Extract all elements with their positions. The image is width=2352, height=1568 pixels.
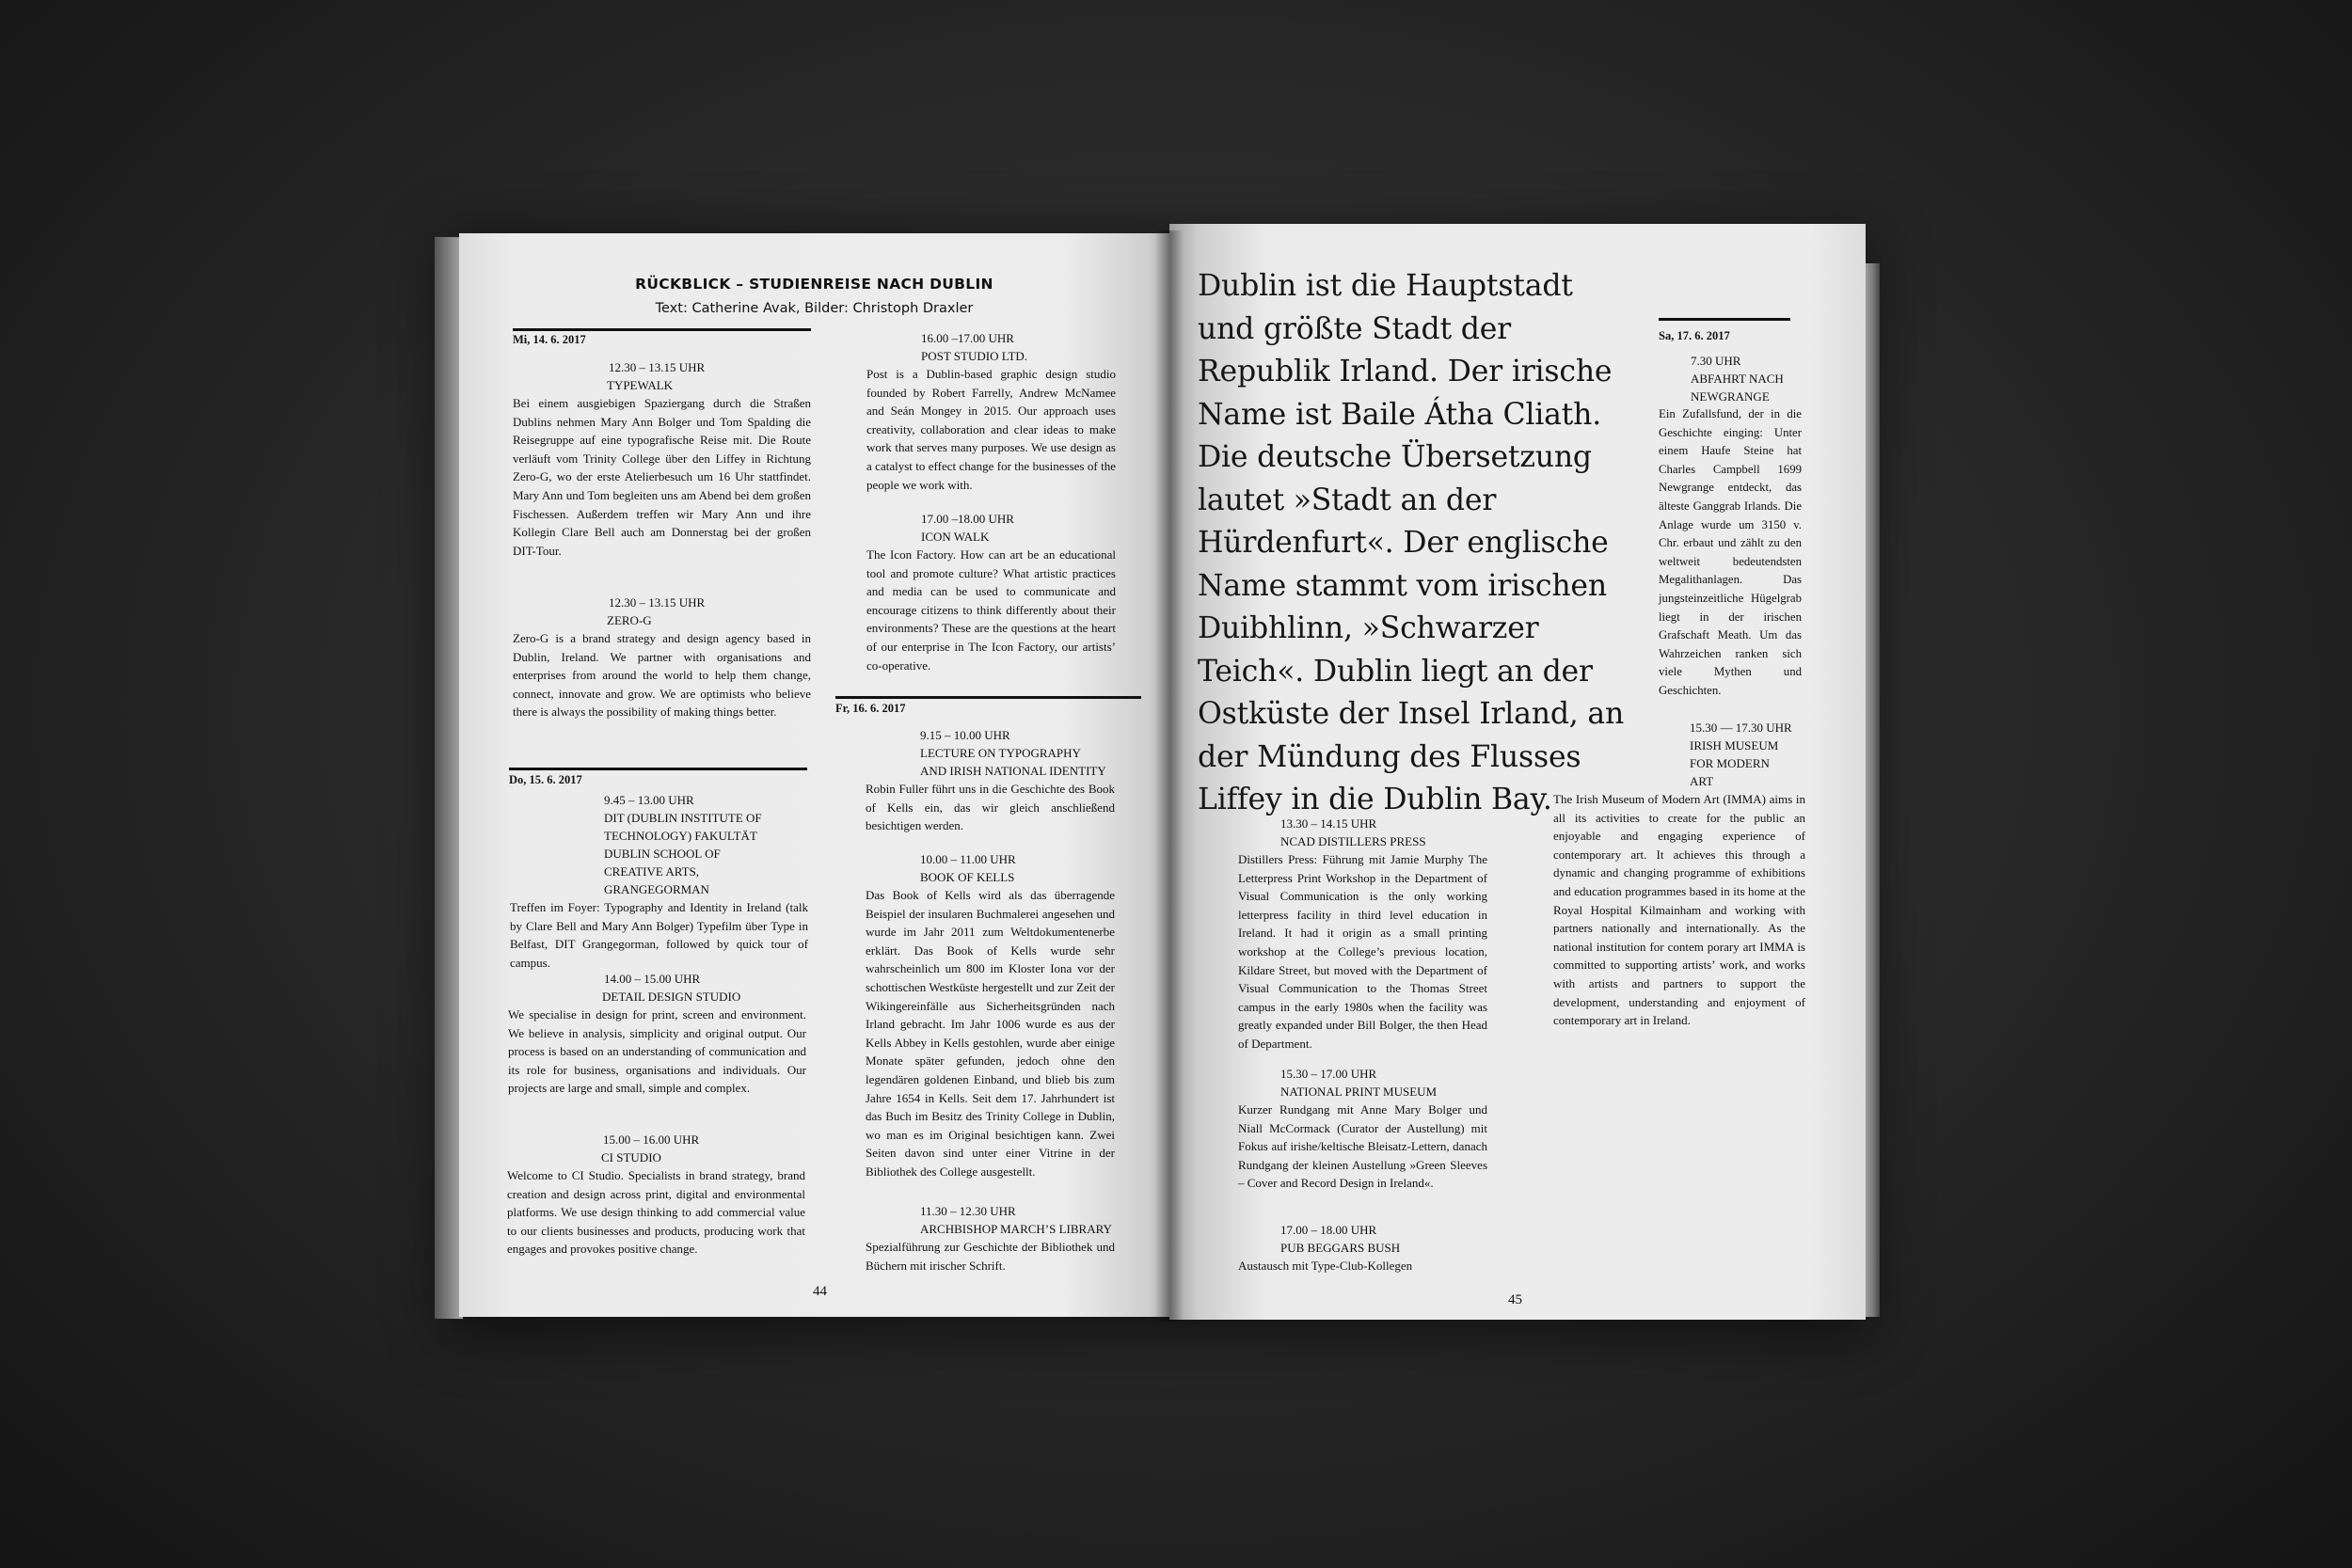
event-book-of-kells bbox=[866, 850, 1115, 1181]
event-body: The Icon Factory. How can art be an educational tool and promote culture? What artistic practices and media can be used to communicate and encourage citizens to think differently about their environments? These are the questions at the heart of our enterprise in The Icon Factory, our artists’ co-operative. bbox=[866, 547, 1116, 673]
event-title: DIT (DUBLIN INSTITUTE OF TECHNOLOGY) FAKULTÄT DUBLIN SCHOOL OF CREATIVE ARTS, GRANGEGORMAN bbox=[604, 811, 762, 896]
event-body: We specialise in design for print, screen and environment. We believe in analysis, simplicity and original output. Our process is based on an understanding of communication and its role for business, organisations and individuals. Our projects are large and small, simple and complex. bbox=[508, 1007, 806, 1096]
event-time: 9.15 – 10.00 UHR bbox=[920, 728, 1010, 742]
event-title: NCAD DISTILLERS PRESS bbox=[1280, 834, 1426, 848]
event-time: 13.30 – 14.15 UHR bbox=[1280, 816, 1377, 831]
event-title: POST STUDIO LTD. bbox=[921, 349, 1028, 363]
right-page bbox=[1169, 224, 1866, 1320]
event-post-studio bbox=[866, 329, 1116, 494]
event-title: DETAIL DESIGN STUDIO bbox=[602, 990, 741, 1004]
event-title: ZERO-G bbox=[607, 613, 652, 627]
event-time: 12.30 – 13.15 UHR bbox=[609, 360, 706, 374]
page-number: 44 bbox=[813, 1284, 827, 1299]
event-title: ICON WALK bbox=[921, 530, 990, 544]
event-ncad bbox=[1238, 815, 1487, 1053]
event-time: 14.00 – 15.00 UHR bbox=[604, 972, 701, 986]
date-rule bbox=[1659, 318, 1790, 321]
event-time: 11.30 – 12.30 UHR bbox=[920, 1204, 1016, 1218]
event-zero-g bbox=[513, 594, 811, 721]
event-newgrange bbox=[1659, 352, 1802, 701]
event-body: The Irish Museum of Modern Art (IMMA) aims in all its activities to create for the public an enjoyable and engaging experience of contemporary art. It achieves this through a dynamic and changing programme of exhibitions and education programmes based in its home at the Royal Hospital Kilmainham and working with partners nationally and internationally. As the national institution for contem porary art IMMA is committed to supporting artists’ work, and works with artists and partners to support the development, understanding and enjoyment of contemporary art in Ireland. bbox=[1553, 792, 1805, 1028]
event-time: 15.30 – 17.00 UHR bbox=[1280, 1067, 1377, 1081]
event-title: PUB BEGGARS BUSH bbox=[1280, 1241, 1401, 1255]
event-body: Robin Fuller führt uns in die Geschichte des Book of Kells ein, das wir gleich anschließend besichtigen werden. bbox=[866, 782, 1115, 833]
event-title: TYPEWALK bbox=[607, 378, 674, 392]
lead-paragraph: Dublin ist die Hauptstadt und größte Stadt der Republik Irland. Der irische Name ist Baile Átha Cliath. Die deutsche Übersetzung lautet »Stadt an der Hürdenfurt«. Der englische Name stammt vom irischen Duibhlinn, »Schwarzer Teich«. Dublin liegt an der Ostküste der Insel Irland, an der Mündung des Flusses Liffey in die Dublin Bay. bbox=[1198, 269, 1625, 816]
article-title: RÜCKBLICK – STUDIENREISE NACH DUBLIN bbox=[635, 276, 993, 293]
date-rule bbox=[509, 768, 807, 770]
event-title: BOOK OF KELLS bbox=[920, 870, 1015, 884]
date-rule bbox=[835, 696, 1141, 699]
event-body: Ein Zufallsfund, der in die Geschichte einging: Unter einem Haufe Steine hat Charles Campbell 1699 Newgrange entdeckt, das älteste Ganggrab Irlands. Die Anlage wurde um 3150 v. Chr. erbaut und zählt zu den weltweit bedeutendsten Megalithanlagen. Das jungsteinzeitliche Hügelgrab liegt in der irischen Grafschaft Meath. Um das Wahrzeichen ranken sich viele Mythen und Geschichten. bbox=[1659, 407, 1802, 697]
event-time: 15.30 — 17.30 UHR bbox=[1690, 721, 1792, 735]
event-time: 15.00 – 16.00 UHR bbox=[603, 1132, 700, 1147]
event-title: ABFAHRT NACH NEWGRANGE bbox=[1691, 372, 1784, 404]
event-time: 7.30 UHR bbox=[1691, 354, 1741, 368]
event-time: 10.00 – 11.00 UHR bbox=[920, 852, 1016, 866]
event-lecture bbox=[866, 726, 1115, 835]
event-typewalk bbox=[513, 358, 811, 560]
event-body: Spezialführung zur Geschichte der Bibliothek und Büchern mit irischer Schrift. bbox=[866, 1240, 1115, 1273]
event-imma bbox=[1553, 719, 1805, 1030]
event-title: IRISH MUSEUM FOR MODERN ART bbox=[1690, 738, 1779, 788]
event-body: Distillers Press: Führung mit Jamie Murphy The Letterpress Print Workshop in the Department of Visual Communication is the only working letterpress facility in third level education in Ireland. It had it origin as a small printing workshop at the College’s previous location, Kildare Street, but moved with the Department of Visual Communication to the Thomas Street campus in the early 1980s when the facility was greatly expanded under Bill Bolger, the then Head of Department. bbox=[1238, 852, 1487, 1051]
event-detail-design bbox=[508, 970, 806, 1098]
event-title: ARCHBISHOP MARCH’S LIBRARY bbox=[920, 1222, 1112, 1236]
article-credits: Text: Catherine Avak, Bilder: Christoph Draxler bbox=[655, 301, 974, 316]
event-title: LECTURE ON TYPOGRAPHY AND IRISH NATIONAL IDENTITY bbox=[920, 746, 1106, 778]
event-body: Post is a Dublin-based graphic design studio founded by Robert Farrelly, Andrew McNamee and Seán Mongey in 2015. Our approach uses creativity, collaboration and clear ideas to make work that serves many purposes. We use design as a catalyst to effect change for the businesses of the people we work with. bbox=[866, 367, 1116, 492]
event-time: 17.00 – 18.00 UHR bbox=[1280, 1223, 1377, 1237]
event-print-museum bbox=[1238, 1065, 1487, 1193]
event-body: Austausch mit Type-Club-Kollegen bbox=[1238, 1259, 1413, 1273]
event-title: CI STUDIO bbox=[601, 1150, 661, 1164]
event-body: Treffen im Foyer: Typography and Identity in Ireland (talk by Clare Bell and Mary Ann Bolger) Typefilm über Type in Belfast, DIT Grangegorman, followed by quick tour of campus. bbox=[510, 900, 808, 970]
event-body: Welcome to CI Studio. Specialists in brand strategy, brand creation and design across print, digital and environmental platforms. We use design thinking to add commercial value to our clients businesses and products, producing work that engages and provokes positive change. bbox=[507, 1168, 805, 1257]
event-body: Das Book of Kells wird als das überragende Beispiel der insularen Buchmalerei angesehen und wurde im Jahr 2011 zum Weltdokumentenerbe erklärt. Das Book of Kells wurde sehr wahrscheinlich um 800 im Kloster Iona vor der schottischen Westküste hergestellt und zur Zeit der Wikingereinfälle aus Sicherheitsgründen nach Irland gebracht. Im Jahr 1006 wurde es aus der Kells Abbey in Kells gestohlen, wurde aber einige Monate später gefunden, jedoch ohne den legendären goldenen Einband, und blieb bis zum Jahre 1654 in Kells. Seit dem 17. Jahrhundert ist das Buch im Besitz des Trinity College in Dublin, wo man es im Original besichtigen kann. Zwei Seiten davon sind unter einer Vitrine in der Bibliothek des College ausgestellt. bbox=[866, 888, 1115, 1179]
event-body: Kurzer Rundgang mit Anne Mary Bolger und Niall McCormack (Curator der Austellung) mit Fokus auf irishe/keltische Bleisatz-Lettern, danach Rundgang der kleinen Austellung »Green Sleeves – Cover and Record Design in Ireland«. bbox=[1238, 1102, 1487, 1191]
event-marsh-library bbox=[866, 1202, 1115, 1275]
date-rule bbox=[513, 328, 811, 331]
event-dit bbox=[510, 791, 808, 972]
event-time: 9.45 – 13.00 UHR bbox=[604, 793, 694, 807]
event-pub bbox=[1238, 1221, 1487, 1275]
event-title: NATIONAL PRINT MUSEUM bbox=[1280, 1085, 1438, 1099]
event-body: Zero-G is a brand strategy and design agency based in Dublin, Ireland. We partner with organisations and enterprises from around the world to help them change, connect, innovate and grow. We are optimists who believe there is always the possibility of making things better. bbox=[513, 631, 811, 720]
event-time: 17.00 –18.00 UHR bbox=[921, 512, 1014, 526]
date-heading: Do, 15. 6. 2017 bbox=[509, 773, 582, 786]
event-ci-studio bbox=[507, 1131, 805, 1259]
date-heading: Sa, 17. 6. 2017 bbox=[1659, 329, 1730, 342]
book-gutter bbox=[1155, 230, 1184, 1322]
date-heading: Fr, 16. 6. 2017 bbox=[835, 702, 906, 715]
date-heading: Mi, 14. 6. 2017 bbox=[513, 333, 586, 346]
event-icon-walk bbox=[866, 510, 1116, 674]
left-page bbox=[459, 233, 1169, 1317]
event-time: 16.00 –17.00 UHR bbox=[921, 331, 1014, 345]
event-time: 12.30 – 13.15 UHR bbox=[609, 595, 706, 610]
page-number: 45 bbox=[1508, 1292, 1522, 1307]
event-body: Bei einem ausgiebigen Spaziergang durch die Straßen Dublins nehmen Mary Ann Bolger und Tom Spalding die Reisegruppe auf eine typografische Reise mit. Die Route verläuft vom Trinity College über den Liffey in Richtung Zero-G, wo der erste Atelierbesuch um 16 Uhr stattfindet. Mary Ann und Tom begleiten uns am Abend bei dem großen Fischessen. Außerdem treffen wir Mary Ann und ihre Kollegin Clare Bell auch am Donnerstag bei der großen DIT-Tour. bbox=[513, 396, 811, 558]
